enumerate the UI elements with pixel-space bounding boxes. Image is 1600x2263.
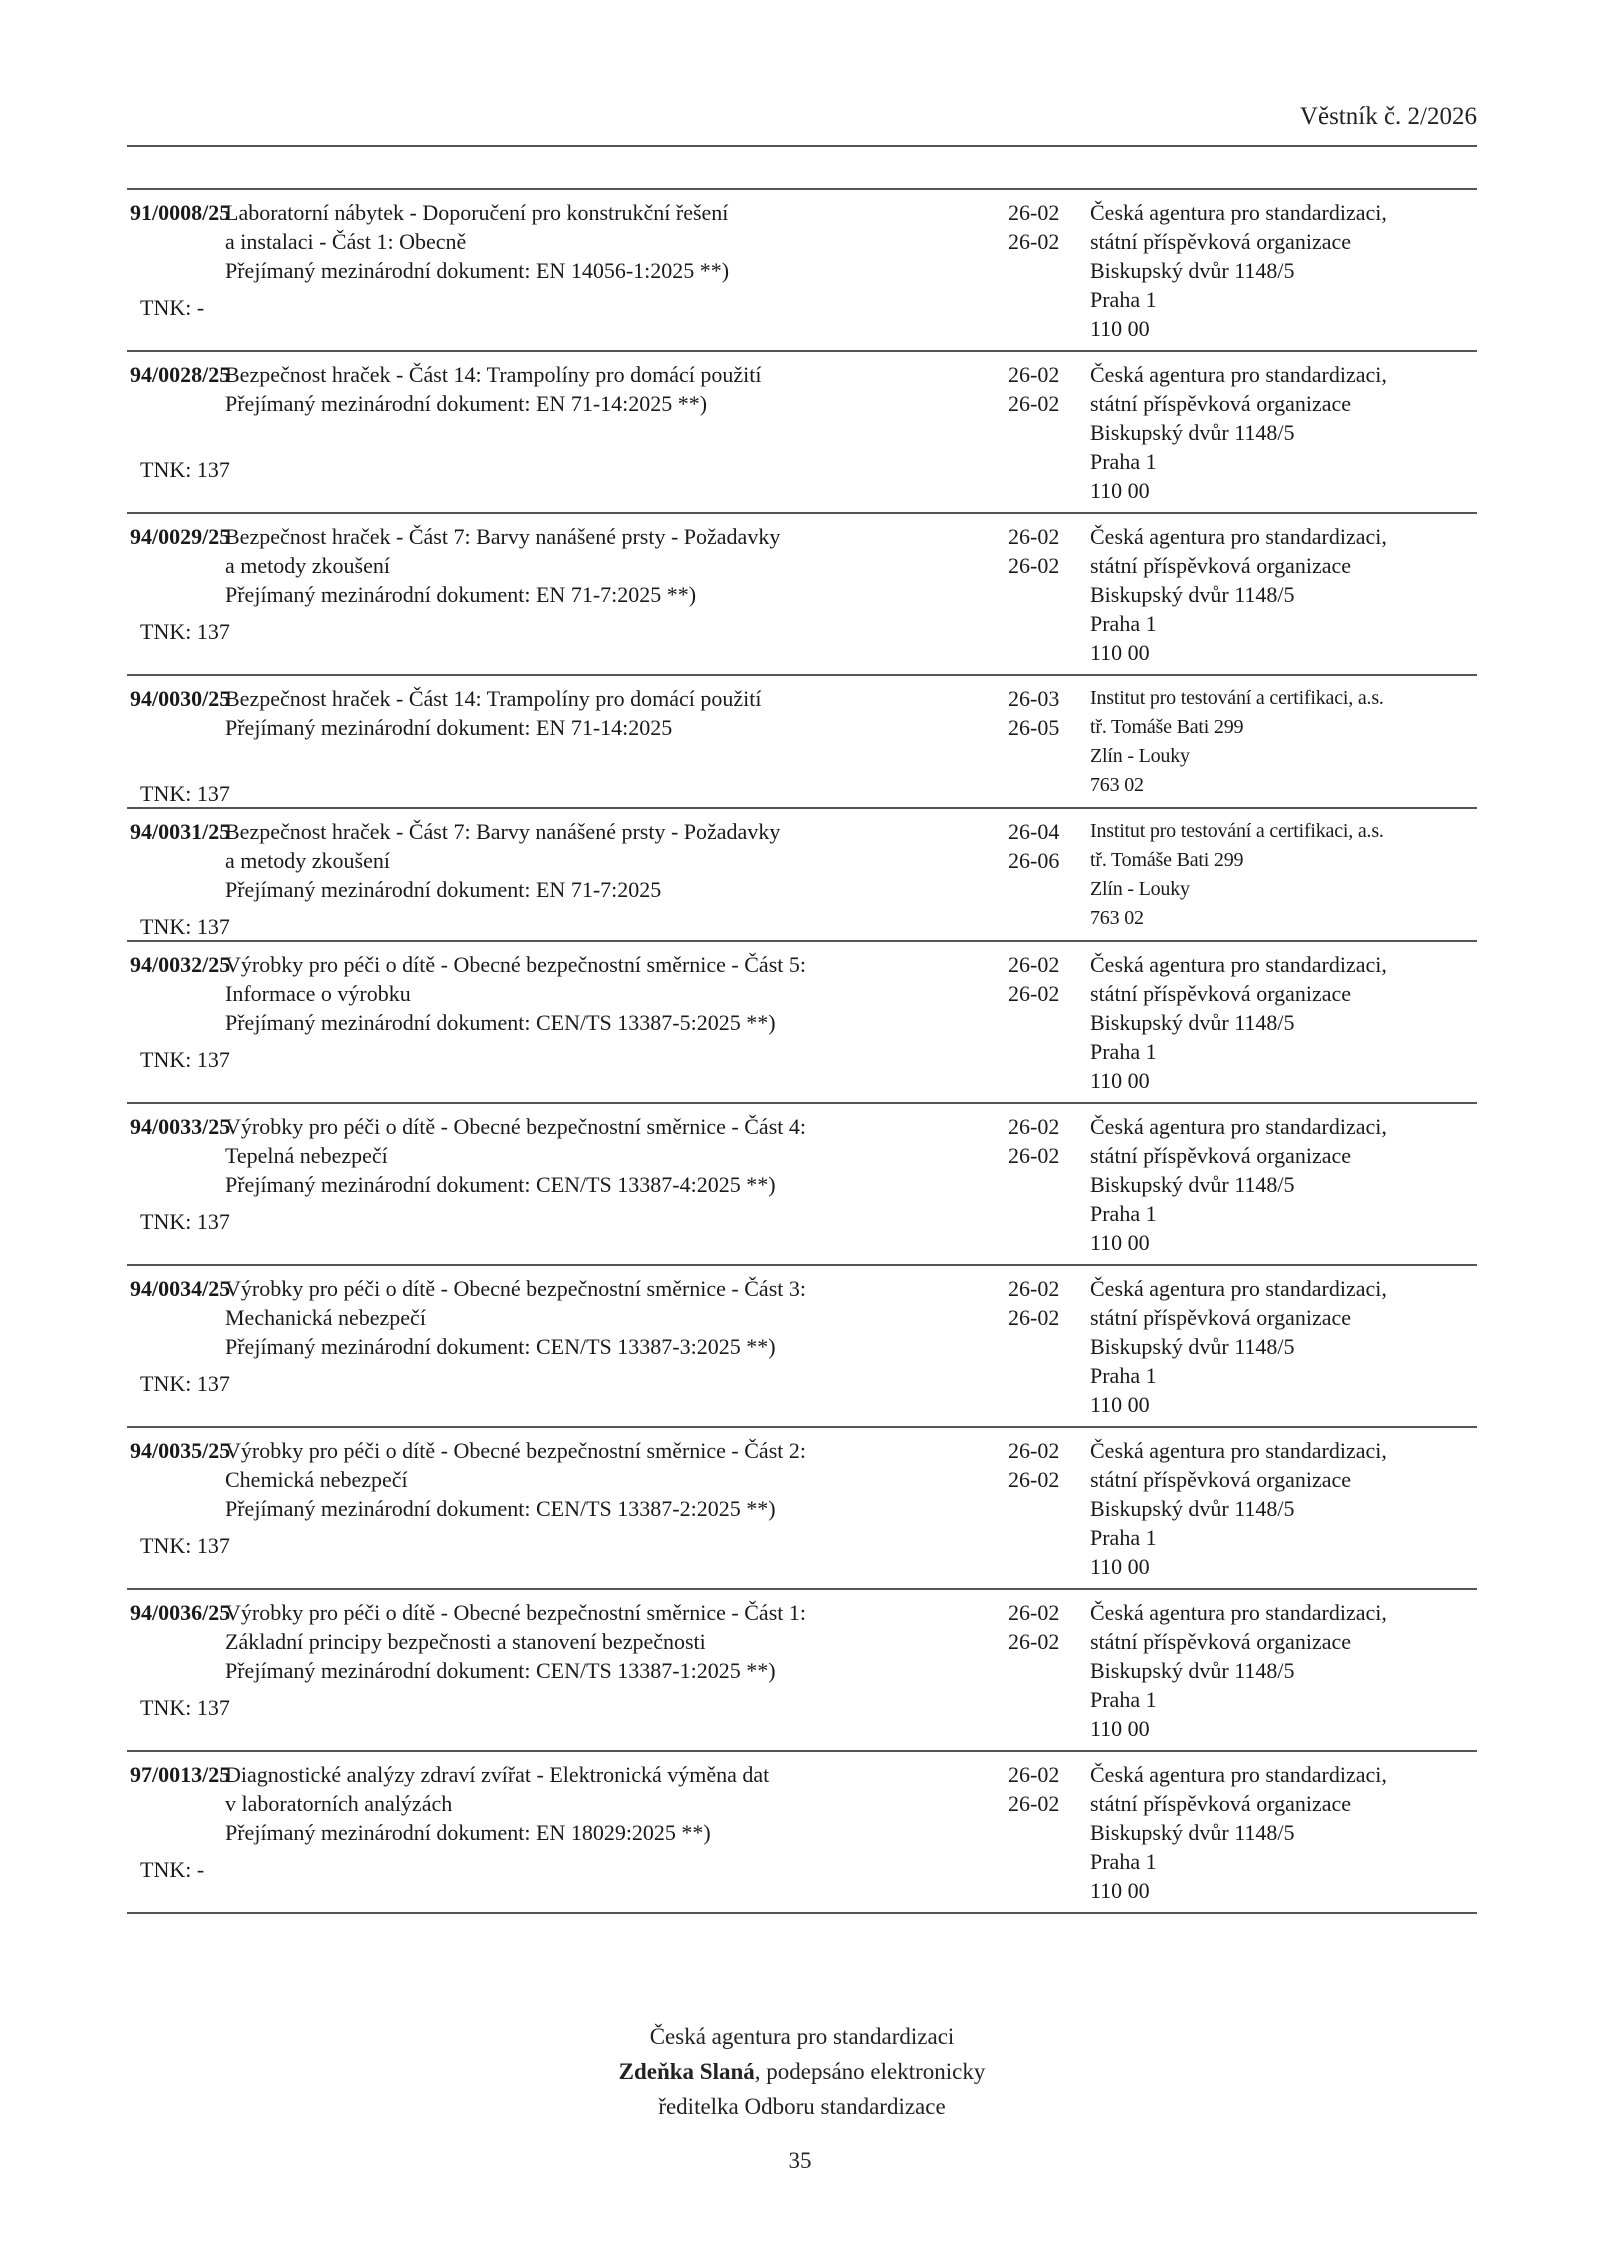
item-org bbox=[1090, 817, 1477, 938]
page-header bbox=[127, 0, 1477, 147]
date-value: 26-02 bbox=[1008, 1114, 1060, 1139]
table-row bbox=[127, 1590, 1477, 1752]
page-title: Věstník č. 2/2026 bbox=[1299, 103, 1477, 130]
date-value: 26-04 bbox=[1008, 819, 1060, 844]
org-line: Biskupský dvůr 1148/5 bbox=[1090, 258, 1295, 283]
date-value: 26-02 bbox=[1008, 1276, 1060, 1301]
item-dates bbox=[1008, 1598, 1090, 1748]
org-line: 110 00 bbox=[1090, 640, 1150, 665]
org-line: Institut pro testování a certifikaci, a.s. bbox=[1090, 820, 1384, 842]
item-tnk: TNK: 137 bbox=[140, 619, 230, 644]
date-value: 26-05 bbox=[1008, 715, 1060, 740]
page-number: 35 bbox=[788, 2148, 812, 2173]
signer-role: ředitelka Odboru standardizace bbox=[658, 2094, 946, 2119]
title-line: Přejímaný mezinárodní dokument: EN 18029:2025 **) bbox=[225, 1820, 711, 1845]
title-line: Laboratorní nábytek - Doporučení pro konstrukční řešení bbox=[225, 200, 729, 225]
item-org bbox=[1090, 1274, 1477, 1424]
item-title bbox=[225, 1112, 1008, 1262]
org-line: tř. Tomáše Bati 299 bbox=[1090, 716, 1244, 738]
title-line: Výrobky pro péči o dítě - Obecné bezpečnostní směrnice - Část 4: bbox=[225, 1114, 806, 1139]
org-line: 110 00 bbox=[1090, 1554, 1150, 1579]
item-tnk: TNK: 137 bbox=[140, 914, 230, 939]
org-line: 110 00 bbox=[1090, 316, 1150, 341]
org-line: státní příspěvková organizace bbox=[1090, 1143, 1352, 1168]
title-line: a instalaci - Část 1: Obecně bbox=[225, 229, 467, 254]
date-value: 26-02 bbox=[1008, 1791, 1060, 1816]
org-line: Biskupský dvůr 1148/5 bbox=[1090, 582, 1295, 607]
item-title bbox=[225, 1274, 1008, 1424]
item-tnk: TNK: - bbox=[140, 1857, 205, 1882]
item-org bbox=[1090, 1760, 1477, 1910]
title-line: Chemická nebezpečí bbox=[225, 1467, 408, 1492]
org-line: státní příspěvková organizace bbox=[1090, 553, 1352, 578]
org-line: státní příspěvková organizace bbox=[1090, 1467, 1352, 1492]
title-line: Přejímaný mezinárodní dokument: EN 14056-1:2025 **) bbox=[225, 258, 730, 283]
item-id: 94/0028/25 bbox=[130, 362, 231, 387]
title-line: Přejímaný mezinárodní dokument: CEN/TS 13387-2:2025 **) bbox=[225, 1496, 776, 1521]
org-line: Praha 1 bbox=[1090, 1201, 1157, 1226]
item-title bbox=[225, 1760, 1008, 1910]
item-title bbox=[225, 360, 1008, 510]
org-line: 110 00 bbox=[1090, 1068, 1150, 1093]
item-id: 94/0034/25 bbox=[130, 1276, 231, 1301]
date-value: 26-02 bbox=[1008, 391, 1060, 416]
org-line: státní příspěvková organizace bbox=[1090, 1791, 1352, 1816]
org-line: státní příspěvková organizace bbox=[1090, 229, 1352, 254]
org-line: Biskupský dvůr 1148/5 bbox=[1090, 1658, 1295, 1683]
item-title bbox=[225, 684, 1008, 805]
date-value: 26-06 bbox=[1008, 848, 1060, 873]
org-line: Česká agentura pro standardizaci, bbox=[1090, 362, 1387, 387]
title-line: Tepelná nebezpečí bbox=[225, 1143, 388, 1168]
date-value: 26-03 bbox=[1008, 686, 1060, 711]
standards-table bbox=[127, 188, 1477, 1914]
date-value: 26-02 bbox=[1008, 1438, 1060, 1463]
org-line: tř. Tomáše Bati 299 bbox=[1090, 849, 1244, 871]
org-line: Praha 1 bbox=[1090, 1039, 1157, 1064]
org-line: Česká agentura pro standardizaci, bbox=[1090, 524, 1387, 549]
row-id-cell bbox=[127, 1598, 231, 1748]
org-line: Biskupský dvůr 1148/5 bbox=[1090, 1334, 1295, 1359]
signature-line bbox=[127, 2054, 1477, 2089]
item-dates bbox=[1008, 684, 1090, 805]
item-tnk: TNK: 137 bbox=[140, 1533, 230, 1558]
org-line: Praha 1 bbox=[1090, 1849, 1157, 1874]
title-line: Základní principy bezpečnosti a stanovení bezpečnosti bbox=[225, 1629, 706, 1654]
org-line: Biskupský dvůr 1148/5 bbox=[1090, 1496, 1295, 1521]
date-value: 26-02 bbox=[1008, 229, 1060, 254]
org-line: Česká agentura pro standardizaci, bbox=[1090, 952, 1387, 977]
org-line: 110 00 bbox=[1090, 1392, 1150, 1417]
date-value: 26-02 bbox=[1008, 1467, 1060, 1492]
table-row bbox=[127, 1104, 1477, 1266]
signer-suffix: , podepsáno elektronicky bbox=[754, 2059, 986, 2084]
title-line: Výrobky pro péči o dítě - Obecné bezpečnostní směrnice - Část 1: bbox=[225, 1600, 806, 1625]
title-line: v laboratorních analýzách bbox=[225, 1791, 453, 1816]
item-dates bbox=[1008, 1760, 1090, 1910]
table-row bbox=[127, 190, 1477, 352]
row-id-cell bbox=[127, 684, 231, 806]
item-dates bbox=[1008, 198, 1090, 348]
signer-name: Zdeňka Slaná bbox=[618, 2059, 755, 2084]
date-value: 26-02 bbox=[1008, 1762, 1060, 1787]
title-line: a metody zkoušení bbox=[225, 553, 390, 578]
item-id: 91/0008/25 bbox=[130, 200, 231, 225]
org-line: Biskupský dvůr 1148/5 bbox=[1090, 1820, 1295, 1845]
item-id: 94/0035/25 bbox=[130, 1438, 231, 1463]
title-line: Výrobky pro péči o dítě - Obecné bezpečnostní směrnice - Část 2: bbox=[225, 1438, 806, 1463]
item-dates bbox=[1008, 950, 1090, 1100]
item-tnk: TNK: 137 bbox=[140, 457, 230, 482]
table-row bbox=[127, 352, 1477, 514]
title-line: Přejímaný mezinárodní dokument: EN 71-14:2025 bbox=[225, 715, 673, 740]
title-line: Informace o výrobku bbox=[225, 981, 411, 1006]
org-line: 110 00 bbox=[1090, 1878, 1150, 1903]
item-org bbox=[1090, 950, 1477, 1100]
title-line: Mechanická nebezpečí bbox=[225, 1305, 426, 1330]
item-tnk: TNK: 137 bbox=[140, 1047, 230, 1072]
org-line: státní příspěvková organizace bbox=[1090, 1629, 1352, 1654]
item-org bbox=[1090, 198, 1477, 348]
item-title bbox=[225, 1598, 1008, 1748]
title-line: Diagnostické analýzy zdraví zvířat - Elektronická výměna dat bbox=[225, 1762, 770, 1787]
org-line: Biskupský dvůr 1148/5 bbox=[1090, 1010, 1295, 1035]
row-id-cell bbox=[127, 817, 231, 939]
title-line: Přejímaný mezinárodní dokument: CEN/TS 13387-4:2025 **) bbox=[225, 1172, 776, 1197]
item-org bbox=[1090, 1436, 1477, 1586]
item-dates bbox=[1008, 817, 1090, 938]
table-row bbox=[127, 942, 1477, 1104]
title-line: Výrobky pro péči o dítě - Obecné bezpečnostní směrnice - Část 3: bbox=[225, 1276, 806, 1301]
org-line: Česká agentura pro standardizaci, bbox=[1090, 1600, 1387, 1625]
date-value: 26-02 bbox=[1008, 952, 1060, 977]
item-id: 94/0029/25 bbox=[130, 524, 231, 549]
title-line: Přejímaný mezinárodní dokument: CEN/TS 13387-1:2025 **) bbox=[225, 1658, 776, 1683]
item-dates bbox=[1008, 360, 1090, 510]
table-row bbox=[127, 1428, 1477, 1590]
title-line: Přejímaný mezinárodní dokument: EN 71-14:2025 **) bbox=[225, 391, 708, 416]
date-value: 26-02 bbox=[1008, 200, 1060, 225]
row-id-cell bbox=[127, 1436, 231, 1586]
signature-block bbox=[127, 2019, 1477, 2124]
org-line: Biskupský dvůr 1148/5 bbox=[1090, 420, 1295, 445]
item-id: 94/0036/25 bbox=[130, 1600, 231, 1625]
date-value: 26-02 bbox=[1008, 1305, 1060, 1330]
title-line: Přejímaný mezinárodní dokument: EN 71-7:2025 bbox=[225, 877, 662, 902]
org-line: Praha 1 bbox=[1090, 449, 1157, 474]
item-org bbox=[1090, 1598, 1477, 1748]
row-id-cell bbox=[127, 522, 231, 672]
item-title bbox=[225, 198, 1008, 348]
item-tnk: TNK: - bbox=[140, 295, 205, 320]
item-id: 94/0032/25 bbox=[130, 952, 231, 977]
date-value: 26-02 bbox=[1008, 1143, 1060, 1168]
org-line: 110 00 bbox=[1090, 478, 1150, 503]
org-line: Česká agentura pro standardizaci, bbox=[1090, 1114, 1387, 1139]
org-line: Praha 1 bbox=[1090, 1363, 1157, 1388]
org-line: Česká agentura pro standardizaci, bbox=[1090, 1276, 1387, 1301]
item-dates bbox=[1008, 1436, 1090, 1586]
table-row bbox=[127, 1266, 1477, 1428]
org-line: Česká agentura pro standardizaci, bbox=[1090, 200, 1387, 225]
org-line: Institut pro testování a certifikaci, a.s. bbox=[1090, 687, 1384, 709]
item-title bbox=[225, 1436, 1008, 1586]
org-line: Zlín - Louky bbox=[1090, 745, 1190, 767]
org-line: 110 00 bbox=[1090, 1230, 1150, 1255]
title-line: Bezpečnost hraček - Část 7: Barvy nanášené prsty - Požadavky bbox=[225, 524, 781, 549]
date-value: 26-02 bbox=[1008, 553, 1060, 578]
item-id: 94/0033/25 bbox=[130, 1114, 231, 1139]
item-dates bbox=[1008, 1112, 1090, 1262]
item-org bbox=[1090, 360, 1477, 510]
item-tnk: TNK: 137 bbox=[140, 1695, 230, 1720]
org-line: státní příspěvková organizace bbox=[1090, 981, 1352, 1006]
title-line: Výrobky pro péči o dítě - Obecné bezpečnostní směrnice - Část 5: bbox=[225, 952, 806, 977]
title-line: Bezpečnost hraček - Část 14: Trampolíny pro domácí použití bbox=[225, 362, 762, 387]
item-tnk: TNK: 137 bbox=[140, 781, 230, 806]
org-line: Česká agentura pro standardizaci, bbox=[1090, 1762, 1387, 1787]
item-dates bbox=[1008, 522, 1090, 672]
org-line: 763 02 bbox=[1090, 774, 1144, 796]
row-id-cell bbox=[127, 198, 231, 348]
row-id-cell bbox=[127, 360, 231, 510]
date-value: 26-02 bbox=[1008, 1600, 1060, 1625]
title-line: Přejímaný mezinárodní dokument: CEN/TS 13387-5:2025 **) bbox=[225, 1010, 776, 1035]
table-row bbox=[127, 514, 1477, 676]
org-line: státní příspěvková organizace bbox=[1090, 391, 1352, 416]
org-line: Praha 1 bbox=[1090, 611, 1157, 636]
title-line: Bezpečnost hraček - Část 14: Trampolíny pro domácí použití bbox=[225, 686, 762, 711]
title-line: Přejímaný mezinárodní dokument: EN 71-7:2025 **) bbox=[225, 582, 697, 607]
row-id-cell bbox=[127, 950, 231, 1100]
org-line: Biskupský dvůr 1148/5 bbox=[1090, 1172, 1295, 1197]
date-value: 26-02 bbox=[1008, 981, 1060, 1006]
item-title bbox=[225, 522, 1008, 672]
title-line: a metody zkoušení bbox=[225, 848, 390, 873]
date-value: 26-02 bbox=[1008, 524, 1060, 549]
item-dates bbox=[1008, 1274, 1090, 1424]
org-line: státní příspěvková organizace bbox=[1090, 1305, 1352, 1330]
title-line: Přejímaný mezinárodní dokument: CEN/TS 13387-3:2025 **) bbox=[225, 1334, 776, 1359]
org-line: Praha 1 bbox=[1090, 287, 1157, 312]
signature-org: Česká agentura pro standardizaci bbox=[649, 2024, 955, 2049]
item-title bbox=[225, 950, 1008, 1100]
org-line: Praha 1 bbox=[1090, 1687, 1157, 1712]
org-line: Zlín - Louky bbox=[1090, 878, 1190, 900]
item-tnk: TNK: 137 bbox=[140, 1209, 230, 1234]
item-id: 94/0030/25 bbox=[130, 686, 231, 711]
org-line: Česká agentura pro standardizaci, bbox=[1090, 1438, 1387, 1463]
org-line: 763 02 bbox=[1090, 907, 1144, 929]
item-id: 97/0013/25 bbox=[130, 1762, 231, 1787]
date-value: 26-02 bbox=[1008, 362, 1060, 387]
table-row bbox=[127, 676, 1477, 809]
org-line: Praha 1 bbox=[1090, 1525, 1157, 1550]
table-row bbox=[127, 1752, 1477, 1914]
item-id: 94/0031/25 bbox=[130, 819, 231, 844]
date-value: 26-02 bbox=[1008, 1629, 1060, 1654]
item-org bbox=[1090, 522, 1477, 672]
table-row bbox=[127, 809, 1477, 942]
item-org bbox=[1090, 1112, 1477, 1262]
item-title bbox=[225, 817, 1008, 938]
row-id-cell bbox=[127, 1112, 231, 1262]
item-org bbox=[1090, 684, 1477, 805]
row-id-cell bbox=[127, 1760, 231, 1910]
title-line: Bezpečnost hraček - Část 7: Barvy nanášené prsty - Požadavky bbox=[225, 819, 781, 844]
org-line: 110 00 bbox=[1090, 1716, 1150, 1741]
item-tnk: TNK: 137 bbox=[140, 1371, 230, 1396]
row-id-cell bbox=[127, 1274, 231, 1424]
